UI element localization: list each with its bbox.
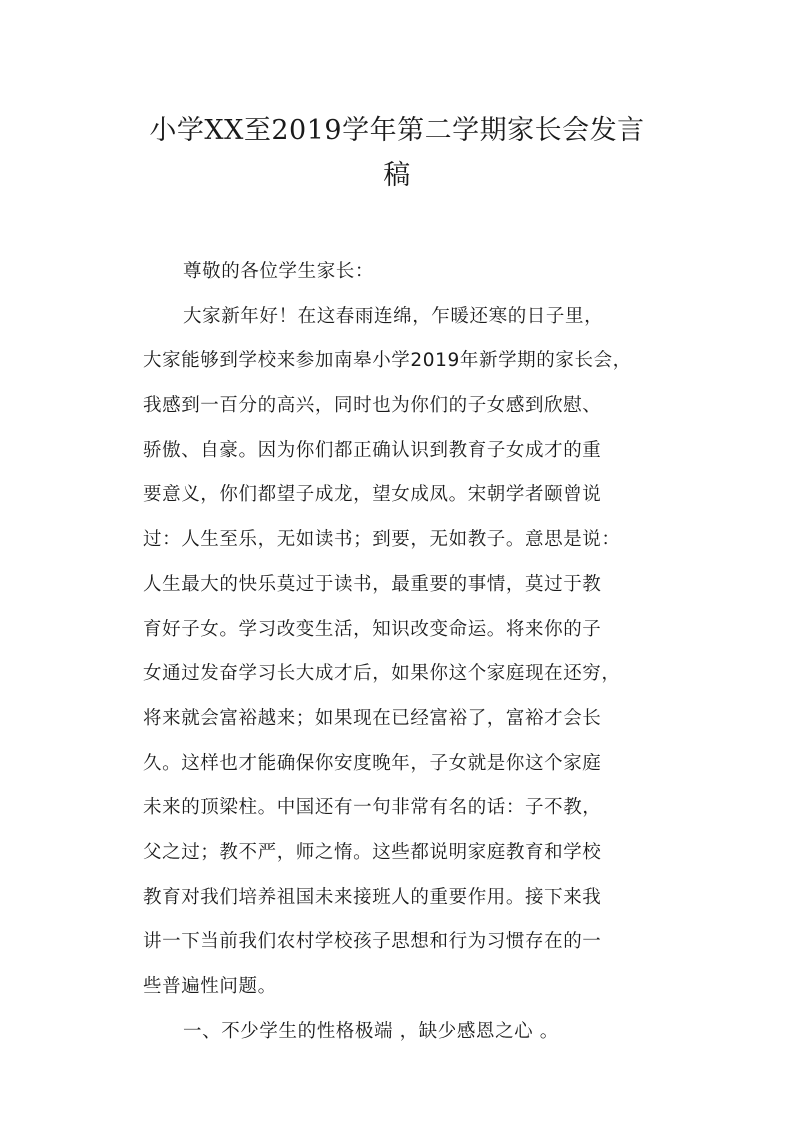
salutation: 尊敬的各位学生家长： bbox=[183, 261, 375, 282]
title-line-1: 小学XX至2019学年第二学期家长会发言 bbox=[149, 115, 645, 146]
paragraph-line: 父之过；教不严，师之惰。这些都说明家庭教育和学校 bbox=[143, 841, 602, 863]
paragraph-line: 女通过发奋学习长大成才后，如果你这个家庭现在还穷， bbox=[143, 663, 621, 685]
paragraph-line: 讲一下当前我们农村学校孩子思想和行为习惯存在的一 bbox=[143, 931, 602, 953]
paragraph-line: 将来就会富裕越来；如果现在已经富裕了，富裕才会长 bbox=[143, 707, 602, 729]
document-body bbox=[143, 250, 683, 1054]
paragraph-line: 教育对我们培养祖国未来接班人的重要作用。接下来我 bbox=[143, 886, 602, 908]
paragraph-line: 大家新年好！在这春雨连绵，乍暖还寒的日子里， bbox=[183, 305, 604, 327]
paragraph-line: 久。这样也才能确保你安度晚年，子女就是你这个家庭 bbox=[143, 752, 602, 774]
paragraph-line: 过：人生至乐，无如读书；到要，无如教子。意思是说： bbox=[143, 529, 621, 551]
paragraph-line: 大家能够到学校来参加南皋小学2019年新学期的家长会， bbox=[143, 350, 632, 372]
paragraph-line: 未来的顶梁柱。中国还有一句非常有名的话：子不教， bbox=[143, 797, 602, 819]
paragraph-line: 些普遍性问题。 bbox=[143, 976, 277, 997]
document-title bbox=[120, 108, 674, 197]
paragraph-line: 育好子女。学习改变生活，知识改变命运。将来你的子 bbox=[143, 618, 602, 640]
paragraph-line: 要意义，你们都望子成龙，望女成凤。宋朝学者颐曾说 bbox=[143, 484, 602, 506]
paragraph-line: 人生最大的快乐莫过于读书，最重要的事情，莫过于教 bbox=[143, 573, 602, 595]
paragraph-line: 我感到一百分的高兴，同时也为你们的子女感到欣慰、 bbox=[143, 395, 602, 417]
section-heading: 一、不少学生的性格极端 ，缺少感恩之心 。 bbox=[183, 1020, 559, 1042]
title-line-2: 稿 bbox=[383, 159, 411, 191]
paragraph-line: 骄傲、自豪。因为你们都正确认识到教育子女成才的重 bbox=[143, 439, 602, 461]
